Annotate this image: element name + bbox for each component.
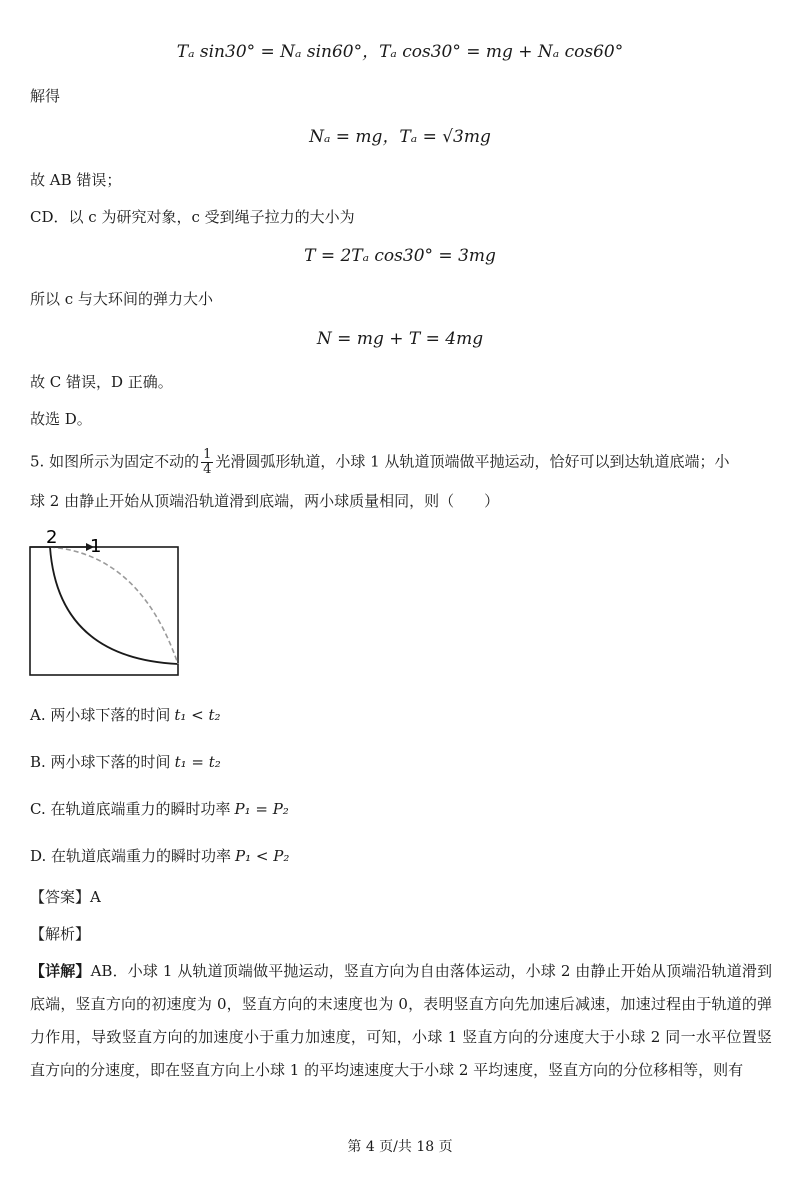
- detail-label: 【详解】: [30, 962, 91, 980]
- equation-tension: T = 2Tₐ cos30° = 3mg: [304, 246, 496, 266]
- answer-label: 【答案】A: [30, 888, 101, 906]
- option-d-text: D. 在轨道底端重力的瞬时功率: [30, 847, 232, 865]
- option-a: [30, 705, 221, 725]
- projectile-trajectory: [50, 547, 178, 664]
- option-b: [30, 752, 221, 772]
- so-c-text: 所以 c 与大环间的弹力大小: [30, 290, 213, 308]
- option-c-math: P₁ = P₂: [234, 800, 289, 818]
- detail-text: AB．小球 1 从轨道顶端做平抛运动，竖直方向为自由落体运动，小球 2 由静止开始从顶端沿轨道滑到底端，竖直方向的初速度为 0，竖直方向的末速度也为 0，表明竖直方向先加速后减速，加速过程由于轨道的弹力作用，导致竖直方向的加速度小于重力加速度，可知，小球 1 竖直方向的分速度大于小球 2 同一水平位置竖直方向的分速度，即在竖直方向上小球 1 的平均速速度大于小球 2 平均速度，竖直方向的分位移相等，则有: [30, 962, 772, 1079]
- circular-arc-track: [50, 547, 178, 664]
- option-d-math: P₁ < P₂: [235, 847, 290, 865]
- option-a-math: t₁ < t₂: [174, 706, 221, 724]
- equation-solution: Nₐ = mg，Tₐ = √3mg: [309, 127, 491, 147]
- ab-wrong-text: 故 AB 错误；: [30, 171, 122, 189]
- question-5-line-1: [30, 448, 729, 477]
- track-figure: [20, 526, 190, 678]
- equation-force-balance: Tₐ sin30° = Nₐ sin60°，Tₐ cos30° = mg + Nₐ cos60°: [176, 42, 624, 62]
- solve-label: 解得: [30, 87, 61, 105]
- quarter-fraction: [201, 448, 213, 477]
- question-5-line-2: 球 2 由静止开始从顶端沿轨道滑到底端，两小球质量相同，则（ ）: [30, 492, 500, 510]
- ball-2-label: 2: [46, 527, 58, 548]
- ball-1-label: 1: [90, 536, 102, 557]
- question-5-prefix: 5. 如图所示为固定不动的: [30, 452, 200, 471]
- analysis-label: 【解析】: [30, 925, 91, 943]
- option-a-text: A. 两小球下落的时间: [30, 706, 171, 724]
- page-footer: 第 4 页/共 18 页: [347, 1139, 453, 1155]
- option-b-math: t₁ = t₂: [174, 753, 221, 771]
- option-b-text: B. 两小球下落的时间: [30, 753, 171, 771]
- detail-paragraph: [30, 955, 772, 1087]
- equation-normal-force: N = mg + T = 4mg: [316, 329, 484, 349]
- question-5-suffix: 光滑圆弧形轨道，小球 1 从轨道顶端做平抛运动，恰好可以到达轨道底端；小: [215, 452, 730, 471]
- option-c: [30, 799, 289, 819]
- fraction-denominator: 4: [203, 462, 212, 477]
- choose-d-text: 故选 D。: [30, 410, 92, 428]
- c-wrong-d-right-text: 故 C 错误，D 正确。: [30, 373, 173, 391]
- option-c-text: C. 在轨道底端重力的瞬时功率: [30, 800, 231, 818]
- option-d: [30, 846, 289, 866]
- cd-intro-text: CD．以 c 为研究对象，c 受到绳子拉力的大小为: [30, 208, 355, 226]
- fraction-numerator: 1: [203, 447, 212, 462]
